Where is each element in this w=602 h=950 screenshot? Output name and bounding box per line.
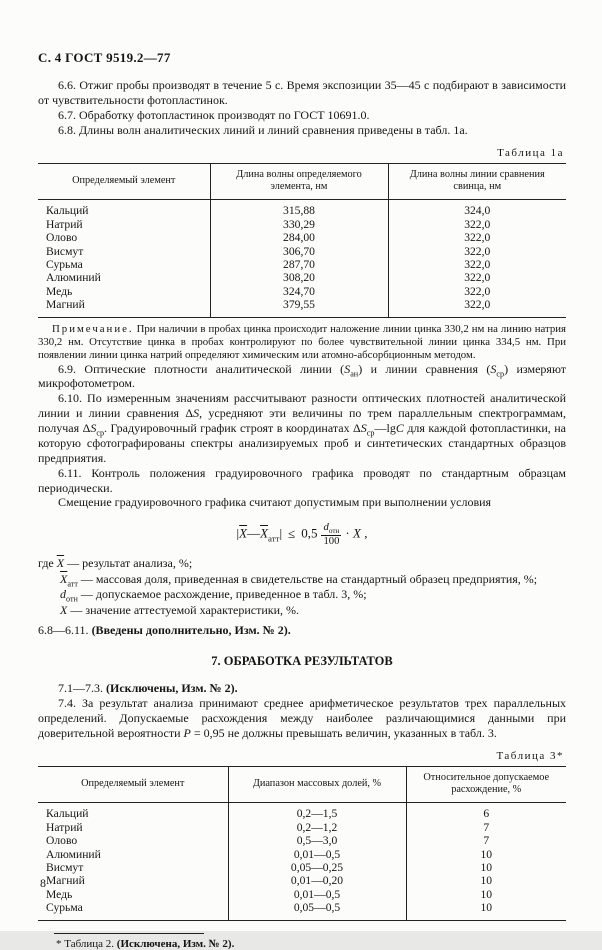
value-cell: 315,88	[210, 200, 388, 218]
formula-x-mean: $\overline{X}$	[239, 526, 248, 542]
table-3	[38, 766, 566, 921]
value-cell: 322,0	[388, 231, 566, 244]
paragraph-6-7: 6.7. Обработку фотопластинок производят по ГОСТ 10691.0.	[58, 107, 370, 122]
paragraph-6-6: 6.6. Отжиг пробы производят в течение 5 с. Время экспозиции 35—45 с подбирают в зависимости от чувствительности фотопластинок.	[38, 78, 566, 107]
value-cell: 306,70	[210, 245, 388, 258]
value-cell: 284,00	[210, 231, 388, 244]
element-cell: Кальций	[46, 807, 89, 821]
paragraph-7-1-7-3: 7.1—7.3. (Исключены, Изм. № 2).	[58, 681, 238, 696]
table-1a-header-row	[38, 163, 566, 200]
table-1a-col-element: Определяемый элемент	[38, 163, 210, 200]
table-3-col-element: Определяемый элемент	[38, 766, 228, 803]
value-cell: 0,01—0,5	[228, 848, 406, 861]
value-cell: 322,0	[388, 298, 566, 317]
paragraph-6-8: 6.8. Длины волн аналитических линий и линий сравнения приведены в табл. 1а.	[58, 122, 468, 137]
value-cell: 379,55	[210, 298, 388, 317]
value-cell: 10	[406, 888, 566, 901]
element-cell: Натрий	[46, 820, 83, 834]
table-row	[38, 298, 566, 317]
element-cell: Сурьма	[46, 901, 83, 915]
table-row	[38, 200, 566, 218]
value-cell: 287,70	[210, 258, 388, 271]
table-row	[38, 821, 566, 834]
table-row	[38, 848, 566, 861]
table-3-body	[38, 803, 566, 921]
table-row	[38, 285, 566, 298]
table-row	[38, 271, 566, 284]
paragraph-6-9: 6.9. Оптические плотности аналитической линии $(S_{ан})$ и линии сравнения $(S_{ср})$ измеряют микрофотометром.	[38, 361, 566, 391]
value-cell: 6	[406, 803, 566, 821]
element-cell: Магний	[46, 298, 85, 312]
value-cell: 0,05—0,25	[228, 861, 406, 874]
table-3-col-allowed-discrepancy: Относительное допускаемое расхождение, %	[406, 766, 566, 803]
element-cell: Висмут	[46, 860, 84, 874]
element-cell: Магний	[46, 874, 85, 888]
formula-fraction	[321, 522, 341, 548]
page-number: 8	[40, 876, 46, 890]
table-1a-caption: Таблица 1а	[497, 146, 564, 159]
value-cell: 322,0	[388, 271, 566, 284]
table-1a-col-analytical-wavelength: Длина волны определяемого элемента, нм	[210, 163, 388, 200]
formula-fraction-denominator: 100	[323, 535, 340, 547]
table-1a-note: Примечание. При наличии в пробах цинка происходит наложение линии цинка 330,2 нм на линию натрия 330,2 нм. Отсутствие цинка в пробах контролируют по более чувствительной линии цинка 334,5 нм. При появлении линии цинка натрий определяют химическим или атомно-абсорбционным методом.	[38, 322, 566, 361]
formula-comma: ,	[360, 526, 368, 542]
value-cell: 322,0	[388, 218, 566, 231]
table-1a	[38, 163, 566, 318]
formula-relation: ≤	[288, 526, 296, 542]
formula-definitions	[38, 556, 566, 619]
table-row	[38, 245, 566, 258]
value-cell: 0,2—1,2	[228, 821, 406, 834]
value-cell: 0,01—0,5	[228, 888, 406, 901]
element-cell: Алюминий	[46, 271, 101, 285]
value-cell: 10	[406, 861, 566, 874]
table-row	[38, 874, 566, 887]
formula	[38, 522, 566, 548]
element-cell: Медь	[46, 284, 73, 298]
footnote-separator	[54, 933, 204, 934]
table-3-col-mass-fraction-range: Диапазон массовых долей, %	[228, 766, 406, 803]
footnote-table-2: * Таблица 2. (Исключена, Изм. № 2).	[56, 937, 235, 950]
table-3-caption: Таблица 3*	[496, 749, 564, 762]
value-cell: 10	[406, 848, 566, 861]
value-cell: 322,0	[388, 285, 566, 298]
paragraph-6-10: 6.10. По измеренным значениям рассчитывают разности оптических плотностей аналитической линии и линии сравнения ΔS, усредняют эти величины по трем параллельным спектрограммам, получая $\Delta S_{ср}$. Градуировочный график строят в координатах $\Delta S_{ср}—\lg C$ для каждой фотопластинки, на которую сфотографированы спектры анализируемых проб и синтетических стандартных образцов предприятия.	[38, 391, 566, 465]
formula-minus: —	[247, 526, 261, 542]
formula-abs-open: |	[236, 526, 240, 542]
definition-x-mean: где $\overline{X}$ — результат анализа, %;	[38, 555, 193, 570]
table-3-header-row	[38, 766, 566, 803]
definition-x-value: X — значение аттестуемой характеристики, %.	[60, 603, 300, 618]
value-cell: 0,2—1,5	[228, 803, 406, 821]
table-row	[38, 888, 566, 901]
value-cell: 308,20	[210, 271, 388, 284]
definition-x-att: $\overline{X}_{атт}$ — массовая доля, приведенная в свидетельстве на стандартный образец предприятия, %;	[60, 571, 538, 589]
table-row	[38, 861, 566, 874]
value-cell: 322,0	[388, 258, 566, 271]
element-cell: Висмут	[46, 244, 84, 258]
table-row	[38, 218, 566, 231]
paragraph-6-11-condition: Смещение градуировочного графика считают допустимым при выполнении условия	[58, 495, 492, 510]
formula-dot: ·	[345, 526, 350, 542]
page-header: С. 4 ГОСТ 9519.2—77	[38, 50, 171, 65]
formula-coefficient: 0,5	[301, 526, 318, 542]
value-cell: 0,05—0,5	[228, 901, 406, 920]
element-cell: Сурьма	[46, 257, 83, 271]
element-cell: Натрий	[46, 217, 83, 231]
formula-x-att-subscript: атт	[268, 533, 280, 544]
element-cell: Олово	[46, 231, 78, 245]
element-cell: Алюминий	[46, 847, 101, 861]
value-cell: 0,5—3,0	[228, 834, 406, 847]
value-cell: 324,70	[210, 285, 388, 298]
value-cell: 10	[406, 874, 566, 887]
table-row	[38, 803, 566, 821]
table-row	[38, 901, 566, 920]
value-cell: 10	[406, 901, 566, 920]
paragraph-6-11: 6.11. Контроль положения градуировочного графика проводят по стандартным образцам периодически.	[38, 465, 566, 495]
table-1a-body	[38, 200, 566, 318]
value-cell: 330,29	[210, 218, 388, 231]
table-1a-col-reference-wavelength: Длина волны линии сравнения свинца, нм	[388, 163, 566, 200]
paragraph-7-4: 7.4. За результат анализа принимают среднее арифметическое результатов трех параллельных определений. Допускаемые расхождения между наиболее различающимися данными при доверительной вероятности Р = 0,95 не должны превышать величин, указанных в табл. 3.	[38, 695, 566, 740]
paragraph-6-8-6-11-amendment: 6.8—6.11. (Введены дополнительно, Изм. № 2).	[38, 623, 291, 638]
value-cell: 7	[406, 834, 566, 847]
value-cell: 0,01—0,20	[228, 874, 406, 887]
formula-abs-close: |	[279, 526, 283, 542]
formula-fraction-numerator: $d_{отн}$	[323, 522, 340, 536]
element-cell: Медь	[46, 887, 73, 901]
definition-d-otn: $d_{отн}$ — допускаемое расхождение, приведенное в табл. 3, %;	[60, 587, 367, 604]
element-cell: Кальций	[46, 204, 89, 218]
value-cell: 7	[406, 821, 566, 834]
formula-x-value: X	[353, 526, 361, 542]
table-row	[38, 834, 566, 847]
value-cell: 324,0	[388, 200, 566, 218]
section-7-heading: 7. ОБРАБОТКА РЕЗУЛЬТАТОВ	[211, 654, 393, 669]
element-cell: Олово	[46, 834, 78, 848]
formula-x-att: $\overline{X}$	[260, 526, 269, 542]
table-row	[38, 258, 566, 271]
value-cell: 322,0	[388, 245, 566, 258]
table-row	[38, 231, 566, 244]
